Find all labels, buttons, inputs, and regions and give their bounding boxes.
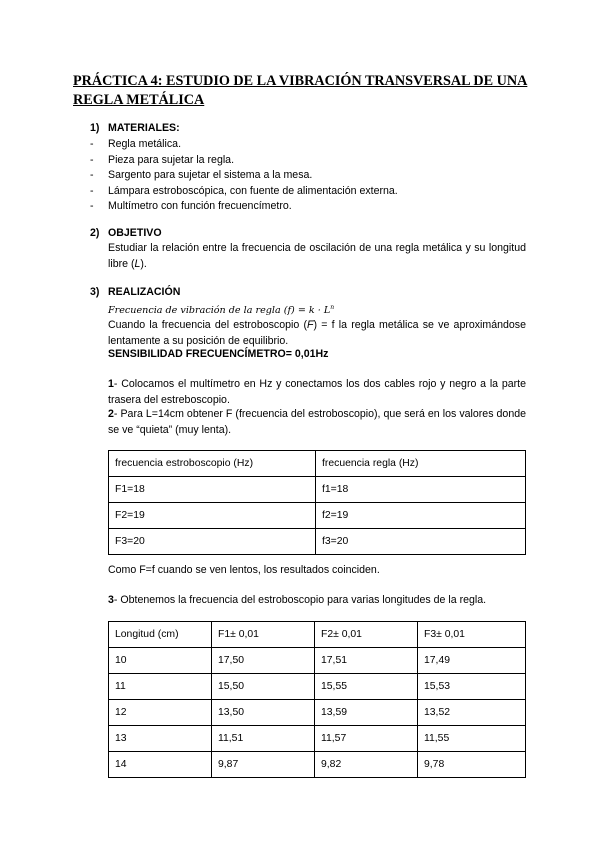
length-frequency-table (108, 621, 526, 778)
sensitivity-label: SENSIBILIDAD FRECUENCÍMETRO= 0,01Hz (108, 348, 329, 360)
table-header-cell: Longitud (cm) (109, 622, 212, 648)
section-materiales-heading (90, 122, 180, 134)
table-cell: 17,49 (418, 648, 526, 674)
table-cell: F3=20 (109, 529, 316, 555)
step-number: 1 (108, 378, 114, 390)
table-cell: 11 (109, 674, 212, 700)
section-realizacion-heading (90, 286, 180, 298)
document-title: PRÁCTICA 4: ESTUDIO DE LA VIBRACIÓN TRANSVERSAL DE UNA REGLA METÁLICA (73, 73, 528, 108)
step-number: 3 (108, 594, 114, 606)
length-symbol: L (134, 257, 141, 270)
table-row (109, 726, 526, 752)
table-cell: 11,57 (315, 726, 418, 752)
table-cell: 9,87 (212, 752, 315, 778)
list-item: - Multímetro con función frecuencímetro. (90, 200, 292, 212)
vibration-formula: Frecuencia de vibración de la regla $(f) = k \cdot L^n$ (108, 304, 335, 317)
section-title: REALIZACIÓN (108, 286, 181, 298)
table-header-cell: frecuencia regla (Hz) (316, 451, 526, 477)
objetivo-text: Estudiar la relación entre la frecuencia de oscilación de una regla metálica y su longitud libre (L). (108, 242, 526, 270)
table-cell: F1=18 (109, 477, 316, 503)
table-cell: 13,52 (418, 700, 526, 726)
frequency-symbol: F (306, 319, 314, 331)
table-cell: f2=19 (316, 503, 526, 529)
table-cell: 11,55 (418, 726, 526, 752)
table-cell: 12 (109, 700, 212, 726)
table-cell: f1=18 (316, 477, 526, 503)
table-row (109, 503, 526, 529)
list-item: - Lámpara estroboscópica, con fuente de alimentación externa. (90, 184, 398, 197)
stroboscope-condition-text: Cuando la frecuencia del estroboscopio (F) = f la regla metálica se ve aproximándose lentamente a su posición de equilibrio. (108, 319, 526, 347)
list-item: - Pieza para sujetar la regla. (90, 153, 235, 166)
table-cell: 17,51 (315, 648, 418, 674)
table-cell: 13,59 (315, 700, 418, 726)
table-header-cell: frecuencia estroboscopio (Hz) (109, 451, 316, 477)
step-2-text: 2- Para L=14cm obtener F (frecuencia del estroboscopio), que será en los valores donde se ve “quieta” (muy lenta). (108, 408, 526, 436)
materials-list (90, 137, 398, 215)
table-header-row (109, 451, 526, 477)
table-header-row (109, 622, 526, 648)
frequency-comparison-table (108, 450, 526, 555)
table-header-cell: F1± 0,01 (212, 622, 315, 648)
table-cell: F2=19 (109, 503, 316, 529)
table-header-cell: F3± 0,01 (418, 622, 526, 648)
step-number: 2 (108, 408, 114, 420)
table-cell: 17,50 (212, 648, 315, 674)
section-number: 3) (90, 286, 100, 298)
table-row (109, 529, 526, 555)
table-cell: 11,51 (212, 726, 315, 752)
table-row (109, 648, 526, 674)
table-cell: 9,82 (315, 752, 418, 778)
table-cell: 13 (109, 726, 212, 752)
section-number: 2) (90, 227, 100, 239)
list-item: - Sargento para sujetar el sistema a la mesa. (90, 169, 313, 181)
table-row (109, 674, 526, 700)
step-3-text: 3- Obtenemos la frecuencia del estroboscopio para varias longitudes de la regla. (108, 594, 487, 606)
table-cell: f3=20 (316, 529, 526, 555)
conclusion-text: Como F=f cuando se ven lentos, los resultados coinciden. (108, 564, 380, 576)
table-header-cell: F2± 0,01 (315, 622, 418, 648)
table-row (109, 752, 526, 778)
section-title: MATERIALES: (108, 122, 180, 134)
table-cell: 13,50 (212, 700, 315, 726)
section-title: OBJETIVO (108, 227, 162, 239)
list-item: - Regla metálica. (90, 138, 182, 150)
section-objetivo-heading (90, 227, 162, 239)
formula-exponent: n (330, 304, 335, 311)
table-cell: 15,53 (418, 674, 526, 700)
table-cell: 14 (109, 752, 212, 778)
table-cell: 10 (109, 648, 212, 674)
table-row (109, 477, 526, 503)
table-cell: 15,55 (315, 674, 418, 700)
table-cell: 15,50 (212, 674, 315, 700)
step-1-text: 1- Colocamos el multímetro en Hz y conectamos los dos cables rojo y negro a la parte trasera del estreboscopio. (108, 378, 526, 406)
section-number: 1) (90, 122, 100, 134)
table-cell: 9,78 (418, 752, 526, 778)
table-row (109, 700, 526, 726)
